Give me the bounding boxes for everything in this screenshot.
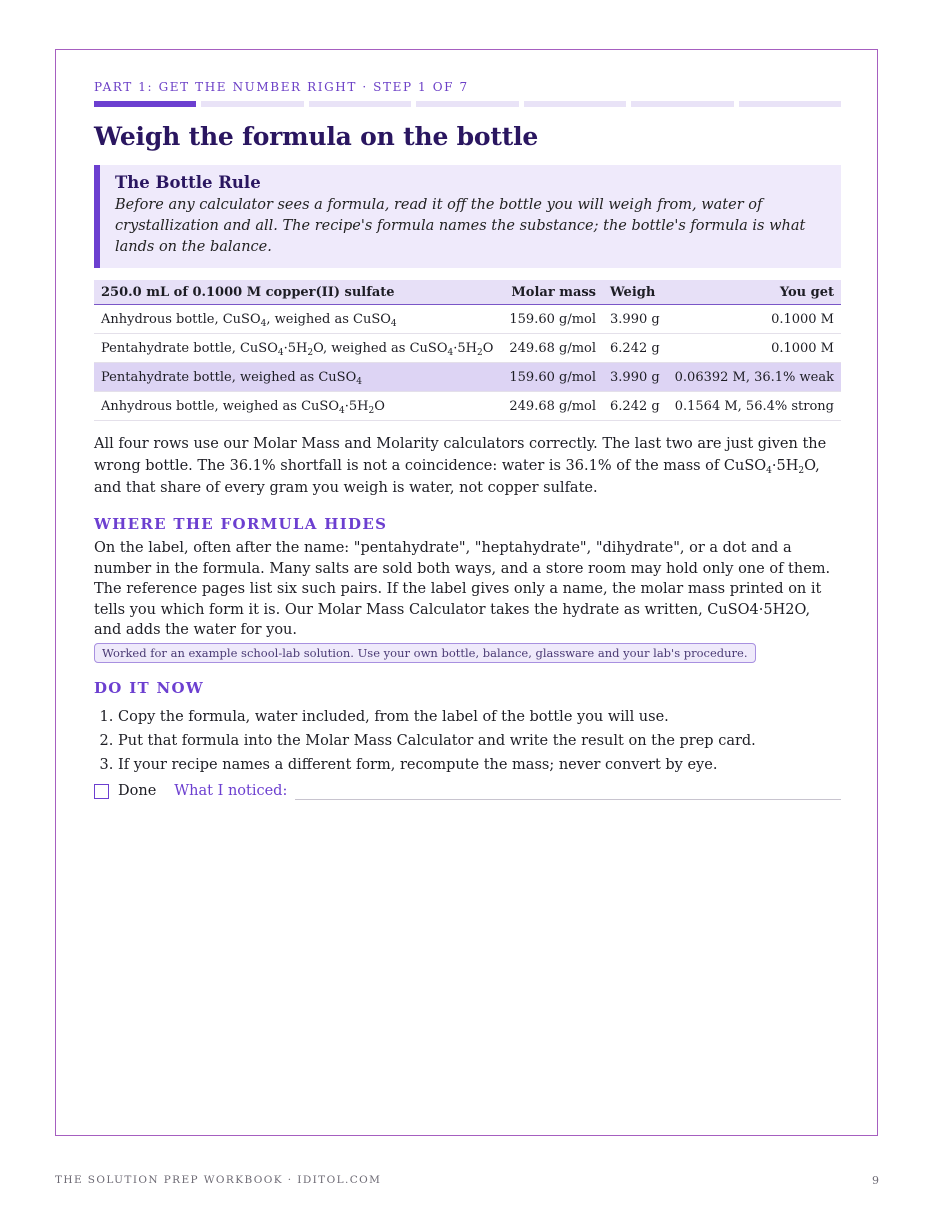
disclaimer-note: Worked for an example school-lab solution. Use your own bottle, balance, glassware and your lab's procedure.: [94, 643, 756, 663]
bottle-rule-callout: [94, 165, 841, 268]
table-row: [94, 305, 841, 334]
cell-molar-mass: 249.68 g/mol: [502, 392, 603, 421]
cell-weigh: 6.242 g: [603, 392, 667, 421]
explanation-text-1: All four rows use our Molar Mass and Molarity calculators correctly. The last two are just given the wrong bottle. The 36.1% shortfall is not a coincidence: water is 36.1% of the mass of: [94, 436, 827, 474]
step-eyebrow: PART 1: GET THE NUMBER RIGHT · STEP 1 OF 7: [94, 80, 469, 94]
footer-title: THE SOLUTION PREP WORKBOOK · IDITOL.COM: [55, 1174, 382, 1186]
cell-result: 0.1564 M, 56.4% strong: [667, 392, 841, 421]
explanation-paragraph: [94, 433, 841, 499]
cell-molar-mass: 159.60 g/mol: [502, 305, 603, 334]
column-header-molar-mass: Molar mass: [502, 280, 603, 305]
comparison-table: [94, 280, 841, 421]
where-formula-hides-body: On the label, often after the name: "pentahydrate", "heptahydrate", "dihydrate", or a dot and a number in the formula. Many salts are sold both ways, and a store room may hold only one of them. The reference pages list six such pairs. If the label gives only a name, the molar mass printed on it tells you which form it is. Our Molar Mass Calculator takes the hydrate as written, CuSO4·5H2O, and adds the water for you.: [94, 540, 831, 638]
progress-segment: [416, 101, 518, 107]
list-item: 1. Copy the formula, water included, from the label of the bottle you will use.: [118, 705, 841, 729]
progress-segment: [631, 101, 733, 107]
done-checkbox[interactable]: [94, 784, 109, 799]
cell-weigh: 3.990 g: [603, 305, 667, 334]
cell-result: 0.06392 M, 36.1% weak: [667, 363, 841, 392]
column-header-weigh: Weigh: [603, 280, 667, 305]
column-header-result: You get: [667, 280, 841, 305]
progress-segment: [309, 101, 411, 107]
cell-result: 0.1000 M: [667, 334, 841, 363]
do-it-now-steps: [94, 705, 841, 777]
progress-segment: [524, 101, 626, 107]
cell-setup: Pentahydrate bottle, $CuSO_4\cdot 5H_2O$, weighed as $CuSO_4\cdot 5H_2O$: [94, 334, 502, 363]
do-it-now-heading: DO IT NOW: [94, 678, 205, 697]
noticed-write-line[interactable]: [295, 783, 841, 800]
list-item: 3. If your recipe names a different form, recompute the mass; never convert by eye.: [118, 753, 841, 777]
cell-molar-mass: 159.60 g/mol: [502, 363, 603, 392]
callout-body: Before any calculator sees a formula, read it off the bottle you will weigh from, water of crystallization and all. The recipe's formula names the substance; the bottle's formula is what lands on the balance.: [115, 197, 806, 255]
done-label: Done: [118, 783, 157, 799]
explanation-text-2: , and that share of every gram you weigh is water, not copper sulfate.: [94, 458, 820, 496]
cell-weigh: 3.990 g: [603, 363, 667, 392]
page-number: 9: [872, 1174, 879, 1187]
where-formula-hides-heading: WHERE THE FORMULA HIDES: [94, 515, 388, 533]
table-row: [94, 392, 841, 421]
column-header-setup: 250.0 mL of 0.1000 M copper(II) sulfate: [94, 280, 502, 305]
done-row: [94, 783, 841, 800]
page-title: Weigh the formula on the bottle: [94, 122, 539, 151]
cell-result: 0.1000 M: [667, 305, 841, 334]
progress-segment: [739, 101, 841, 107]
table-header-row: [94, 280, 841, 305]
progress-segment: [94, 101, 196, 107]
list-item: 2. Put that formula into the Molar Mass Calculator and write the result on the prep card.: [118, 729, 841, 753]
cell-setup: Pentahydrate bottle, weighed as CuSO$_4$: [94, 363, 502, 392]
cell-setup: Anhydrous bottle, CuSO$_4$, weighed as CuSO$_4$: [94, 305, 502, 334]
table-row: [94, 363, 841, 392]
progress-segment: [201, 101, 303, 107]
noticed-label: What I noticed:: [174, 783, 288, 799]
step-progress-bar: [94, 101, 841, 107]
page-content: [94, 78, 841, 800]
table-row: [94, 334, 841, 363]
cell-setup: Anhydrous bottle, weighed as $CuSO_4\cdot 5H_2O$: [94, 392, 502, 421]
explanation-formula: $CuSO_4\cdot 5H_2O$: [723, 458, 816, 476]
cell-molar-mass: 249.68 g/mol: [502, 334, 603, 363]
cell-weigh: 6.242 g: [603, 334, 667, 363]
callout-title: The Bottle Rule: [115, 173, 261, 192]
